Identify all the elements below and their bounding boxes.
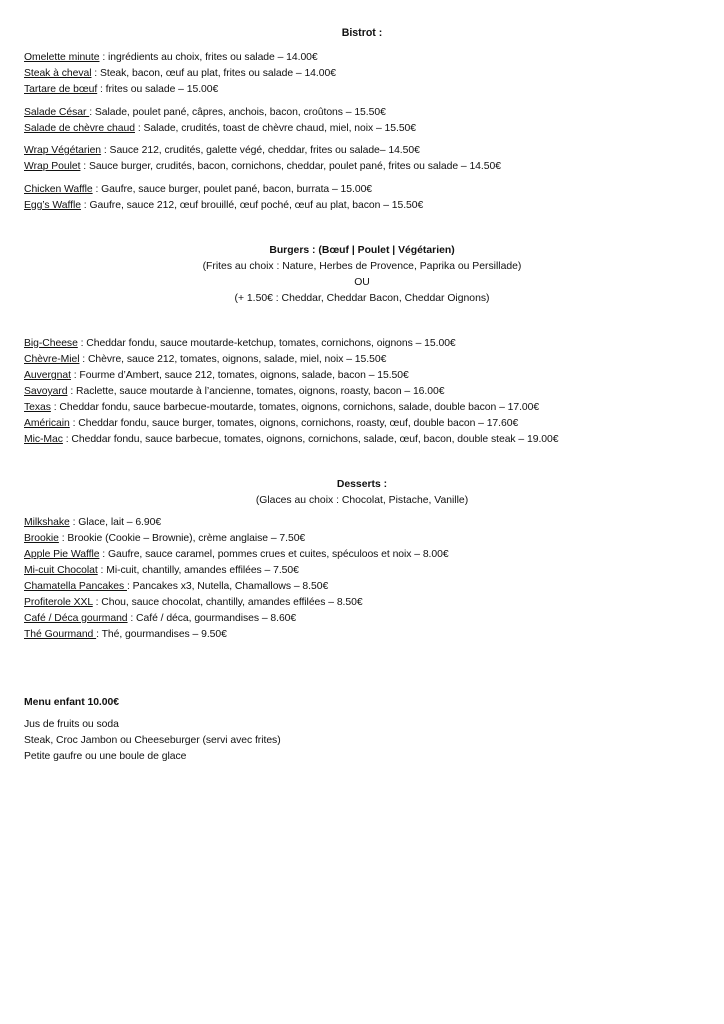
menu-item xyxy=(24,580,328,593)
menu-item xyxy=(24,83,218,96)
item-desc: : frites ou salade – 15.00€ xyxy=(97,84,219,95)
bistrot-title: Bistrot : xyxy=(341,27,383,39)
burgers-or: OU xyxy=(354,277,370,288)
menu-item xyxy=(24,51,318,64)
item-desc: : Cheddar fondu, sauce barbecue-moutarde, tomates, oignons, cornichons, salade, double bacon – 17.00€ xyxy=(50,402,540,413)
burgers-title: Burgers : (Bœuf | Poulet | Végétarien) xyxy=(269,245,455,256)
menu-item xyxy=(24,564,299,577)
item-desc: : Cheddar fondu, sauce moutarde-ketchup, tomates, cornichons, oignons – 15.00€ xyxy=(77,338,456,349)
item-desc: : Cheddar fondu, sauce burger, tomates, oignons, cornichons, roasty, œuf, double bacon – 17.60€ xyxy=(69,418,519,429)
item-name: Steak à cheval xyxy=(24,68,92,79)
item-desc: : Raclette, sauce moutarde à l’ancienne, tomates, oignons, roasty, bacon – 16.00€ xyxy=(67,386,445,397)
item-name: Brookie xyxy=(24,533,59,544)
kids-menu-title: Menu enfant 10.00€ xyxy=(24,697,119,708)
item-desc: : Steak, bacon, œuf au plat, frites ou salade – 14.00€ xyxy=(91,68,336,79)
menu-item xyxy=(24,385,444,398)
item-desc: : Sauce 212, crudités, galette végé, cheddar, frites ou salade– 14.50€ xyxy=(101,145,420,156)
item-name: Salade de chèvre chaud xyxy=(24,123,135,134)
menu-item xyxy=(24,122,416,135)
item-name: Omelette minute xyxy=(24,52,100,63)
menu-item xyxy=(24,417,518,430)
kids-menu-line: Steak, Croc Jambon ou Cheeseburger (servi avec frites) xyxy=(24,735,281,746)
menu-item xyxy=(24,369,409,382)
item-desc: : Brookie (Cookie – Brownie), crème anglaise – 7.50€ xyxy=(58,533,306,544)
item-name: Auvergnat xyxy=(24,370,71,381)
item-name: Big-Cheese xyxy=(24,338,78,349)
item-desc: : Glace, lait – 6.90€ xyxy=(69,517,162,528)
item-desc: : Mi-cuit, chantilly, amandes effilées – 7.50€ xyxy=(97,565,299,576)
menu-item xyxy=(24,183,372,196)
menu-item xyxy=(24,67,336,80)
item-name: Texas xyxy=(24,402,51,413)
item-desc: : Sauce burger, crudités, bacon, cornichons, cheddar, poulet pané, frites ou salade – 14.50€ xyxy=(80,161,501,172)
menu-item xyxy=(24,337,456,350)
item-desc: : Chou, sauce chocolat, chantilly, amandes effilées – 8.50€ xyxy=(92,597,363,608)
item-desc: : Salade, poulet pané, câpres, anchois, bacon, croûtons – 15.50€ xyxy=(89,107,386,118)
item-desc: : Gaufre, sauce 212, œuf brouillé, œuf poché, œuf au plat, bacon – 15.50€ xyxy=(80,200,424,211)
item-desc: : Chèvre, sauce 212, tomates, oignons, salade, miel, noix – 15.50€ xyxy=(79,354,387,365)
item-desc: : Pancakes x3, Nutella, Chamallows – 8.50€ xyxy=(126,581,329,592)
item-name: Mic-Mac xyxy=(24,434,63,445)
item-name: Mi-cuit Chocolat xyxy=(24,565,98,576)
kids-menu-line: Jus de fruits ou soda xyxy=(24,719,119,730)
menu-item xyxy=(24,353,386,366)
item-name: Chicken Waffle xyxy=(24,184,93,195)
item-name: Profiterole XXL xyxy=(24,597,93,608)
menu-item xyxy=(24,596,363,609)
item-name: Chamatella Pancakes xyxy=(24,581,127,592)
menu-item xyxy=(24,548,449,561)
item-name: Salade César xyxy=(24,107,90,118)
kids-menu-line: Petite gaufre ou une boule de glace xyxy=(24,751,187,762)
desserts-title: Desserts : xyxy=(336,479,388,490)
desserts-subtitle: (Glaces au choix : Chocolat, Pistache, Vanille) xyxy=(255,495,469,506)
menu-item xyxy=(24,160,501,173)
item-name: Apple Pie Waffle xyxy=(24,549,100,560)
menu-item xyxy=(24,628,227,641)
item-desc: : Fourme d’Ambert, sauce 212, tomates, oignons, salade, bacon – 15.50€ xyxy=(70,370,409,381)
menu-item xyxy=(24,532,305,545)
item-name: Café / Déca gourmand xyxy=(24,613,128,624)
menu-item xyxy=(24,106,386,119)
item-desc: : Salade, crudités, toast de chèvre chaud, miel, noix – 15.50€ xyxy=(134,123,417,134)
item-desc: : Cheddar fondu, sauce barbecue, tomates, oignons, cornichons, salade, œuf, bacon, double steak – 19.00€ xyxy=(62,434,559,445)
item-desc: : ingrédients au choix, frites ou salade – 14.00€ xyxy=(99,52,318,63)
menu-item xyxy=(24,199,423,212)
item-desc: : Gaufre, sauce caramel, pommes crues et cuites, spéculoos et noix – 8.00€ xyxy=(99,549,449,560)
item-name: Tartare de bœuf xyxy=(24,84,98,95)
item-name: Wrap Végétarien xyxy=(24,145,102,156)
item-name: Thé Gourmand xyxy=(24,629,97,640)
item-name: Savoyard xyxy=(24,386,68,397)
menu-item xyxy=(24,516,161,529)
burgers-subtitle: (Frites au choix : Nature, Herbes de Provence, Paprika ou Persillade) xyxy=(202,261,522,272)
item-name: Chèvre-Miel xyxy=(24,354,80,365)
burgers-extra: (+ 1.50€ : Cheddar, Cheddar Bacon, Cheddar Oignons) xyxy=(234,293,490,304)
item-desc: : Gaufre, sauce burger, poulet pané, bacon, burrata – 15.00€ xyxy=(92,184,373,195)
item-desc: : Thé, gourmandises – 9.50€ xyxy=(96,629,227,640)
item-name: Milkshake xyxy=(24,517,70,528)
menu-item xyxy=(24,612,296,625)
menu-item xyxy=(24,401,539,414)
item-desc: : Café / déca, gourmandises – 8.60€ xyxy=(127,613,297,624)
menu-item xyxy=(24,144,420,157)
item-name: Wrap Poulet xyxy=(24,161,81,172)
item-name: Américain xyxy=(24,418,70,429)
item-name: Egg’s Waffle xyxy=(24,200,81,211)
menu-item xyxy=(24,433,558,446)
